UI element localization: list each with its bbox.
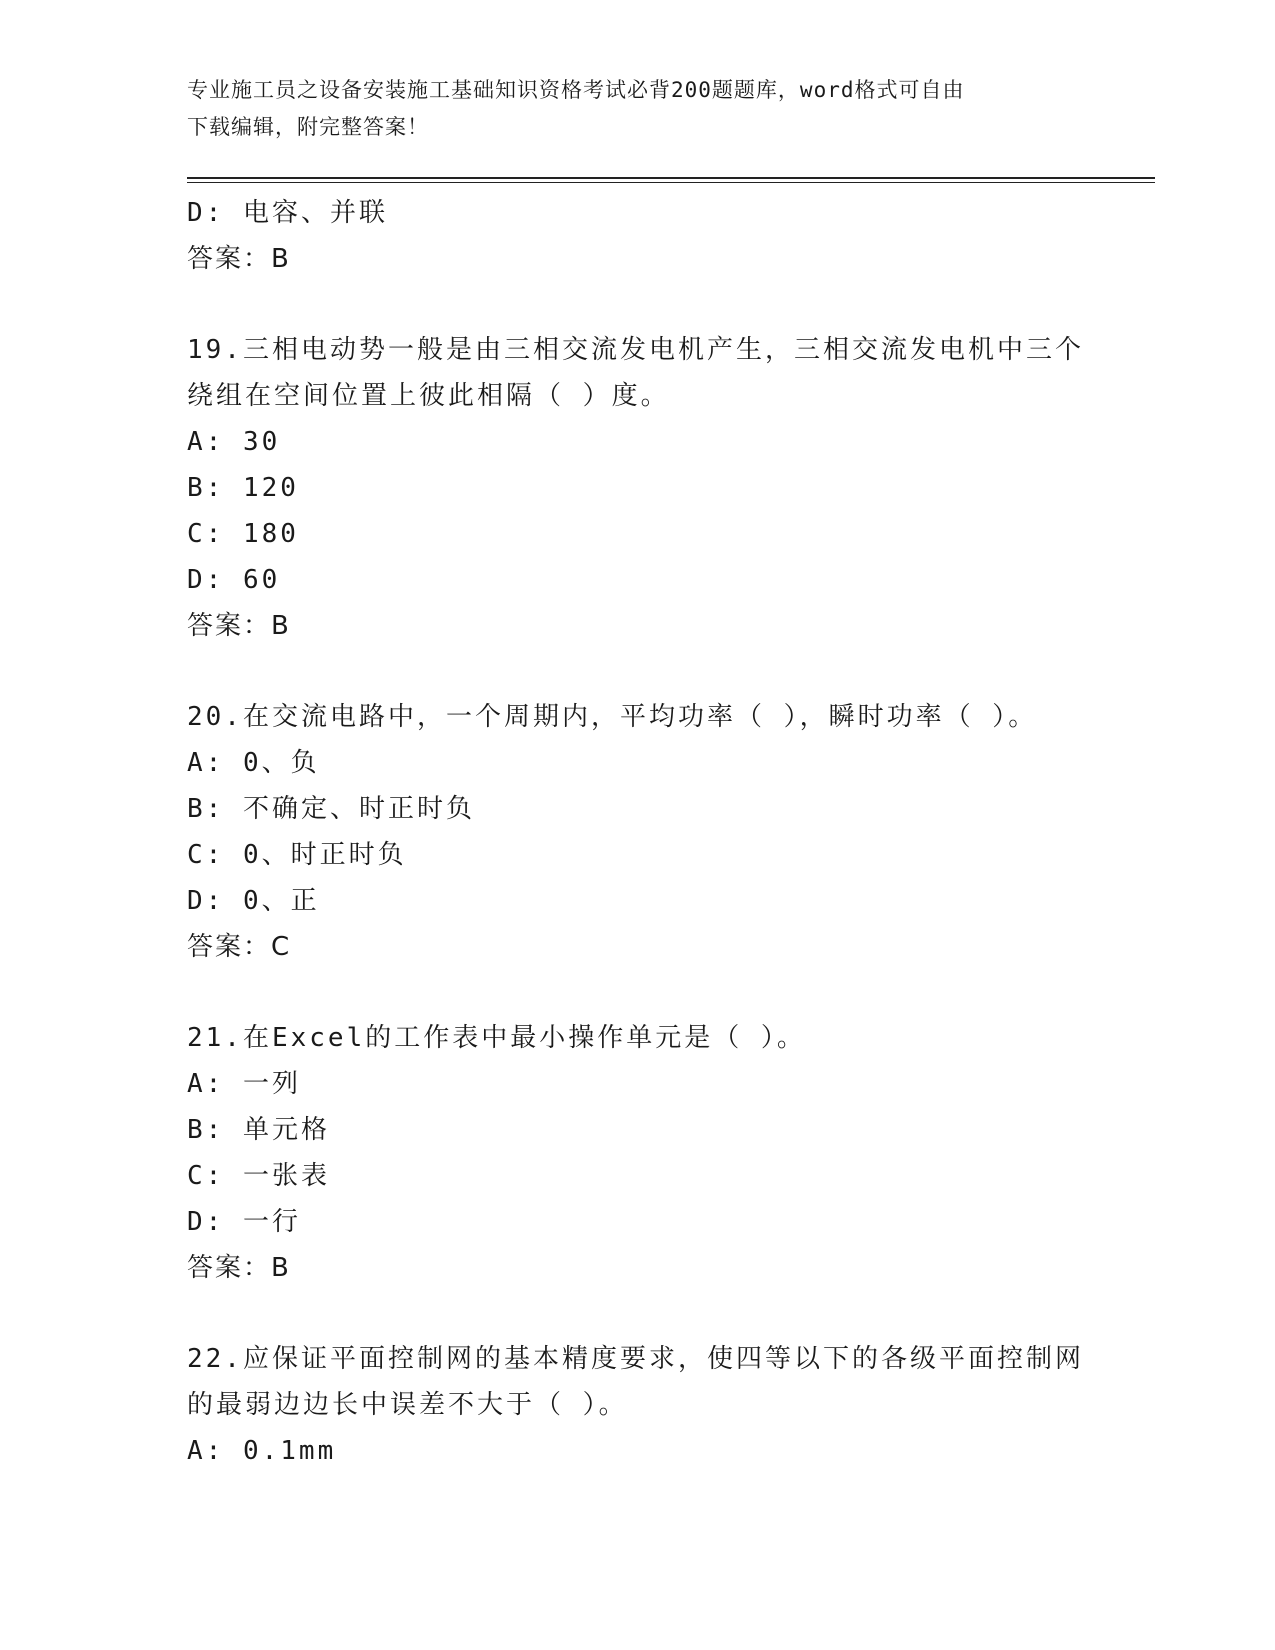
option-a: A: 一列	[187, 1069, 301, 1099]
question-stem-line-2: 绕组在空间位置上彼此相隔（ ）度。	[187, 381, 670, 411]
option-b: B: 120	[187, 473, 299, 503]
question-stem-line-1: 21.在Excel的工作表中最小操作单元是（ ）。	[187, 1023, 806, 1053]
option-d: D: 0、正	[187, 886, 320, 916]
header-divider-thin	[187, 182, 1155, 183]
answer: 答案：B	[187, 611, 291, 641]
answer: 答案：C	[187, 932, 292, 962]
question-22	[187, 1336, 1087, 1474]
question-list	[187, 190, 1087, 1474]
option-b: B: 不确定、时正时负	[187, 794, 475, 824]
question-stem-line-2: 的最弱边边长中误差不大于（ ）。	[187, 1390, 628, 1420]
option-d: D: 一行	[187, 1207, 301, 1237]
question-20	[187, 694, 1087, 970]
question-stem-line-1: 20.在交流电路中，一个周期内，平均功率（ ），瞬时功率（ ）。	[187, 702, 1038, 732]
option-b: B: 单元格	[187, 1115, 330, 1145]
header-title-line-1: 专业施工员之设备安装施工基础知识资格考试必背200题题库，word格式可自由	[187, 78, 965, 102]
answer: 答案：B	[187, 1253, 291, 1283]
option-a: A: 30	[187, 427, 281, 457]
question-19	[187, 327, 1087, 649]
option-c: C: 0、时正时负	[187, 840, 407, 870]
option-c: C: 180	[187, 519, 299, 549]
header-divider-thick	[187, 177, 1155, 179]
option-a: A: 0.1mm	[187, 1436, 337, 1466]
question-stem-line-1: 22.应保证平面控制网的基本精度要求，使四等以下的各级平面控制网	[187, 1344, 1084, 1374]
page-header	[187, 72, 1087, 146]
option-a: A: 0、负	[187, 748, 320, 778]
option-d: D: 60	[187, 565, 281, 595]
option-c: C: 一张表	[187, 1161, 330, 1191]
header-title-line-2: 下载编辑，附完整答案！	[187, 115, 429, 139]
question-stem-line-1: 19.三相电动势一般是由三相交流发电机产生，三相交流发电机中三个	[187, 335, 1084, 365]
prev-option-d: D: 电容、并联	[187, 198, 388, 228]
prev-answer: 答案：B	[187, 244, 291, 274]
question-21	[187, 1015, 1087, 1291]
